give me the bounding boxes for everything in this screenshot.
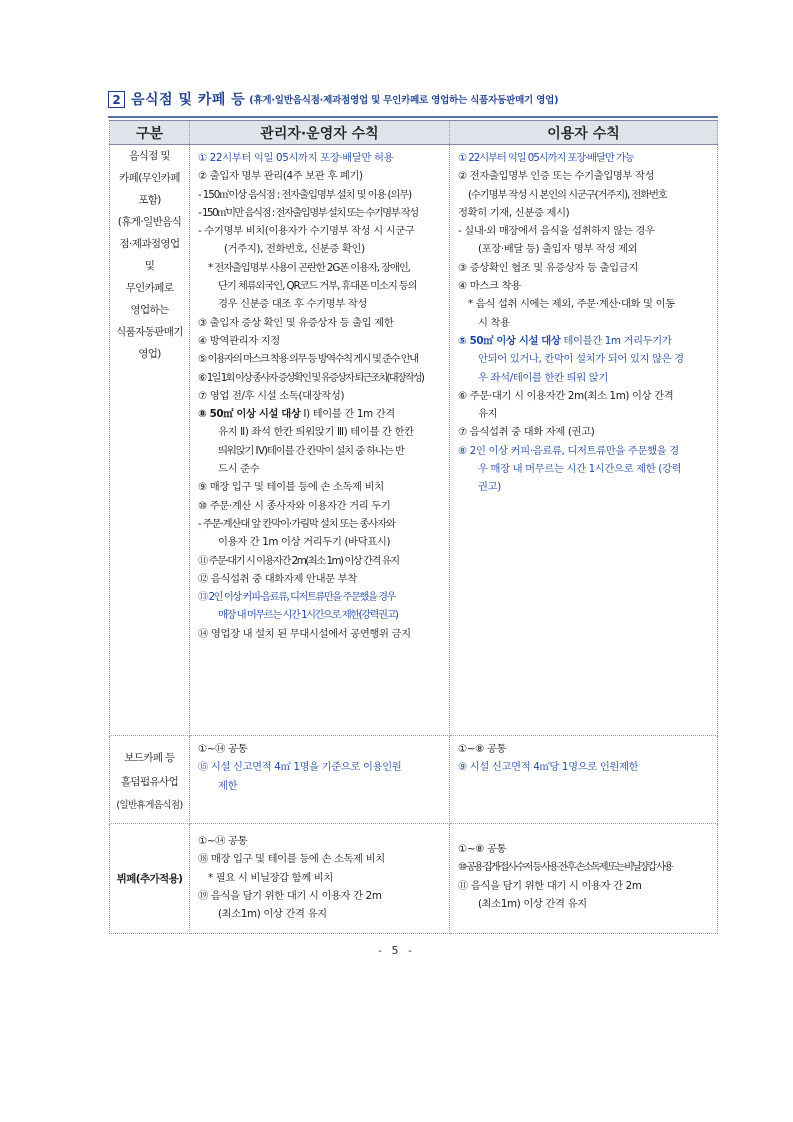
category-line: (휴게·일반음식 (117, 216, 182, 228)
rule-line: ② 출입자 명부 관리(4주 보관 후 폐기) (198, 170, 363, 183)
rule-line: ⑩ 주문·계산 시 종사자와 이용자간 거리 두기 (198, 499, 391, 512)
rule-line: ⑪ 음식을 담기 위한 대기 시 이용자 간 2m (458, 879, 642, 892)
rule-line: ①~⑧ 공통 (458, 743, 507, 755)
category-line: 카페(무인카페 (119, 172, 180, 184)
rule-line: ①~⑭ 공통 (198, 835, 248, 847)
page-number: - 5 - (378, 944, 415, 957)
rule-line: ①~⑭ 공통 (198, 743, 248, 755)
category-line: 점·제과점영업 (119, 238, 180, 250)
category-line: (일반휴게음식점) (116, 800, 183, 811)
rule-line: (거주지), 전화번호, 신분증 확인) (224, 243, 365, 256)
rule-line: ⑲ 음식을 담기 위한 대기 시 이용자 간 2m (198, 889, 382, 902)
rule-line: ⑬ 2인 이상 커피·음료류, 디저트류만을 주문했을 경우 (198, 591, 395, 604)
rule-line: - 수기명부 비치(이용자가 수기명부 작성 시 시군구 (198, 225, 415, 238)
rule-line: - 150㎡이상 음식점 : 전자출입명부 설치 및 이용 (의무) (198, 188, 411, 201)
rule-line: 띄워앉기 Ⅳ)테이블 간 칸막이 설치 중 하나는 반 (218, 444, 404, 457)
category-line: 영업하는 (130, 304, 169, 316)
rule-line: ④ 방역관리자 지정 (198, 334, 280, 347)
rule-line: * 전자출입명부 사용이 곤란한 2G폰 이용자, 장애인, (208, 261, 410, 274)
category-cell (110, 736, 190, 824)
table-row-buffet (110, 824, 718, 934)
header-user-rules: 이용자 수칙 (450, 121, 718, 145)
rule-line: - 150㎡미만 음식점 : 전자출입명부 설치 또는 수기명부 작성 (198, 206, 418, 219)
rule-line: 유지 (478, 408, 498, 421)
category-line: 영업) (138, 348, 161, 360)
category-cell (110, 824, 190, 934)
user-rules-cell (450, 736, 718, 824)
rule-line: ⑤ 이용자의 마스크 착용 의무 등 방역수칙 게시 및 준수 안내 (198, 353, 418, 366)
header-manager-rules: 관리자·운영자 수칙 (190, 121, 450, 145)
rule-line: * 음식 섭취 시에는 제외, 주문·계산·대화 및 이동 (468, 298, 675, 311)
manager-rules-cell (190, 145, 450, 736)
rule-line: 매장 내 머무르는 시간 1시간으로 제한(강력권고) (218, 609, 398, 622)
rule-line: 유지 Ⅱ) 좌석 한칸 띄워앉기 Ⅲ) 테이블 간 한칸 (218, 426, 414, 439)
rule-line: 정확히 기재, 신분증 제시) (458, 206, 570, 219)
rule-line: ⑱ 매장 입구 및 테이블 등에 손 소독제 비치 (198, 853, 385, 866)
table-row-board-cafe (110, 736, 718, 824)
manager-rules-cell (190, 736, 450, 824)
rule-line: ⑪ 주문·대기 시 이용자간 2m(최소 1m) 이상 간격 유지 (198, 554, 399, 567)
rule-line: - 실내·외 매장에서 음식을 섭취하지 않는 경우 (458, 225, 655, 238)
manager-rules-cell (190, 824, 450, 934)
rule-line: ④ 마스크 착용 (458, 280, 521, 293)
category-line: 뷔페(추가적용) (116, 872, 183, 885)
rule-line: ⑩ 공용 집게·접시·수저 등 사용 전·후 손소독제 또는 비닐장갑 사용 (458, 861, 672, 874)
rule-line: (최소1m) 이상 간격 유지 (218, 908, 327, 921)
rule-line: 우 좌석/테이블 한칸 띄워 앉기 (478, 371, 608, 384)
rule-line: (수기명부 작성 시 본인의 시군구(거주지), 전화번호 (468, 188, 667, 201)
user-rules-cell (450, 145, 718, 736)
title-underline (108, 116, 718, 118)
rule-line: ⑧ 50㎡ 이상 시설 대상 Ⅰ) 테이블 간 1m 간격 (198, 408, 395, 421)
rule-line: ② 전자출입명부 인증 또는 수기출입명부 작성 (458, 170, 655, 183)
rule-line: ① 22시부터 익일 05시까지 포장·배달만 허용 (198, 152, 394, 164)
rule-line: (최소1m) 이상 간격 유지 (478, 897, 587, 910)
rule-line: ⑮ 시설 신고면적 4㎡ 1명을 기준으로 이용인원 (198, 761, 402, 774)
rule-line: 경우 신분증 대조 후 수기명부 작성 (218, 298, 367, 311)
rule-line: 이용자 간 1m 이상 거리두기 (바닥표시) (218, 536, 391, 549)
category-line: 음식점 및 (129, 150, 170, 162)
section-title-sub: (휴게·일반음식점·제과점영업 및 무인카페로 영업하는 식품자동판매기 영업) (249, 95, 559, 106)
rule-line: ① 22시부터 익일 05시까지 포장·배달만 가능 (458, 152, 634, 164)
category-line: 보드카페 등 (124, 752, 175, 764)
rule-line: ⑤ 50㎡ 이상 시설 대상 테이블간 1m 거리두기가 (458, 334, 672, 347)
rule-line: ⑭ 영업장 내 설치 된 무대시설에서 공연행위 금지 (198, 627, 411, 640)
rule-line: 시 착용 (478, 316, 510, 329)
rule-line: ⑧ 2인 이상 커피·음료류, 디저트류만을 주문했을 경 (458, 444, 679, 457)
rule-line: ①~⑧ 공통 (458, 843, 507, 855)
rule-line: 단기 체류외국인, QR코드 거부, 휴대폰 미소지 등의 (218, 280, 417, 293)
rule-line: 권고) (478, 481, 501, 494)
section-number-box: 2 (108, 91, 125, 108)
category-line: 포함) (138, 194, 161, 206)
rule-line: ③ 증상확인 협조 및 유증상자 등 출입금지 (458, 261, 638, 274)
category-line: 홀덤펍유사업 (120, 776, 179, 788)
rule-line: - 주문·계산대 앞 칸막이·가림막 설치 또는 종사자와 (198, 517, 395, 530)
user-rules-cell (450, 824, 718, 934)
rule-line: 드시 준수 (218, 463, 260, 476)
category-line: 및 (144, 260, 155, 272)
rule-line: ⑦ 음식섭취 중 대화 자제 (권고) (458, 426, 595, 439)
rule-line: ③ 출입자 증상 확인 및 유증상자 등 출입 제한 (198, 316, 394, 329)
header-category: 구분 (110, 121, 190, 145)
rules-table (109, 120, 718, 934)
rule-line: ⑫ 음식섭취 중 대화자제 안내문 부착 (198, 572, 357, 585)
table-row-restaurant-cafe (110, 145, 718, 736)
rule-line: 제한 (218, 779, 238, 792)
rule-line: 안되어 있거나, 칸막이 설치가 되어 있지 않은 경 (478, 353, 684, 366)
rule-line: ⑥ 1일 1회 이상 종사자 증상확인 및 유증상자 퇴근조치(대장작성) (198, 371, 423, 384)
rule-line: ⑨ 시설 신고면적 4㎡당 1명으로 인원제한 (458, 761, 639, 774)
section-title (108, 88, 718, 110)
rule-line: ⑥ 주문·대기 시 이용자간 2m(최소 1m) 이상 간격 (458, 389, 674, 402)
rule-line: 우 매장 내 머무르는 시간 1시간으로 제한 (강력 (478, 463, 682, 476)
category-cell (110, 145, 190, 736)
rule-line: (포장·배달 등) 출입자 명부 작성 제외 (478, 243, 638, 256)
section-title-main: 음식점 및 카페 등 (131, 92, 246, 108)
rule-line: ⑦ 영업 전/후 시설 소독(대장작성) (198, 389, 345, 402)
table-header-row (110, 121, 718, 145)
rule-line: ⑨ 매장 입구 및 테이블 등에 손 소독제 비치 (198, 481, 384, 494)
category-line: 식품자동판매기 (116, 326, 183, 338)
category-line: 무인카페로 (125, 282, 174, 294)
rule-line: * 필요 시 비닐장갑 함께 비치 (208, 871, 333, 884)
